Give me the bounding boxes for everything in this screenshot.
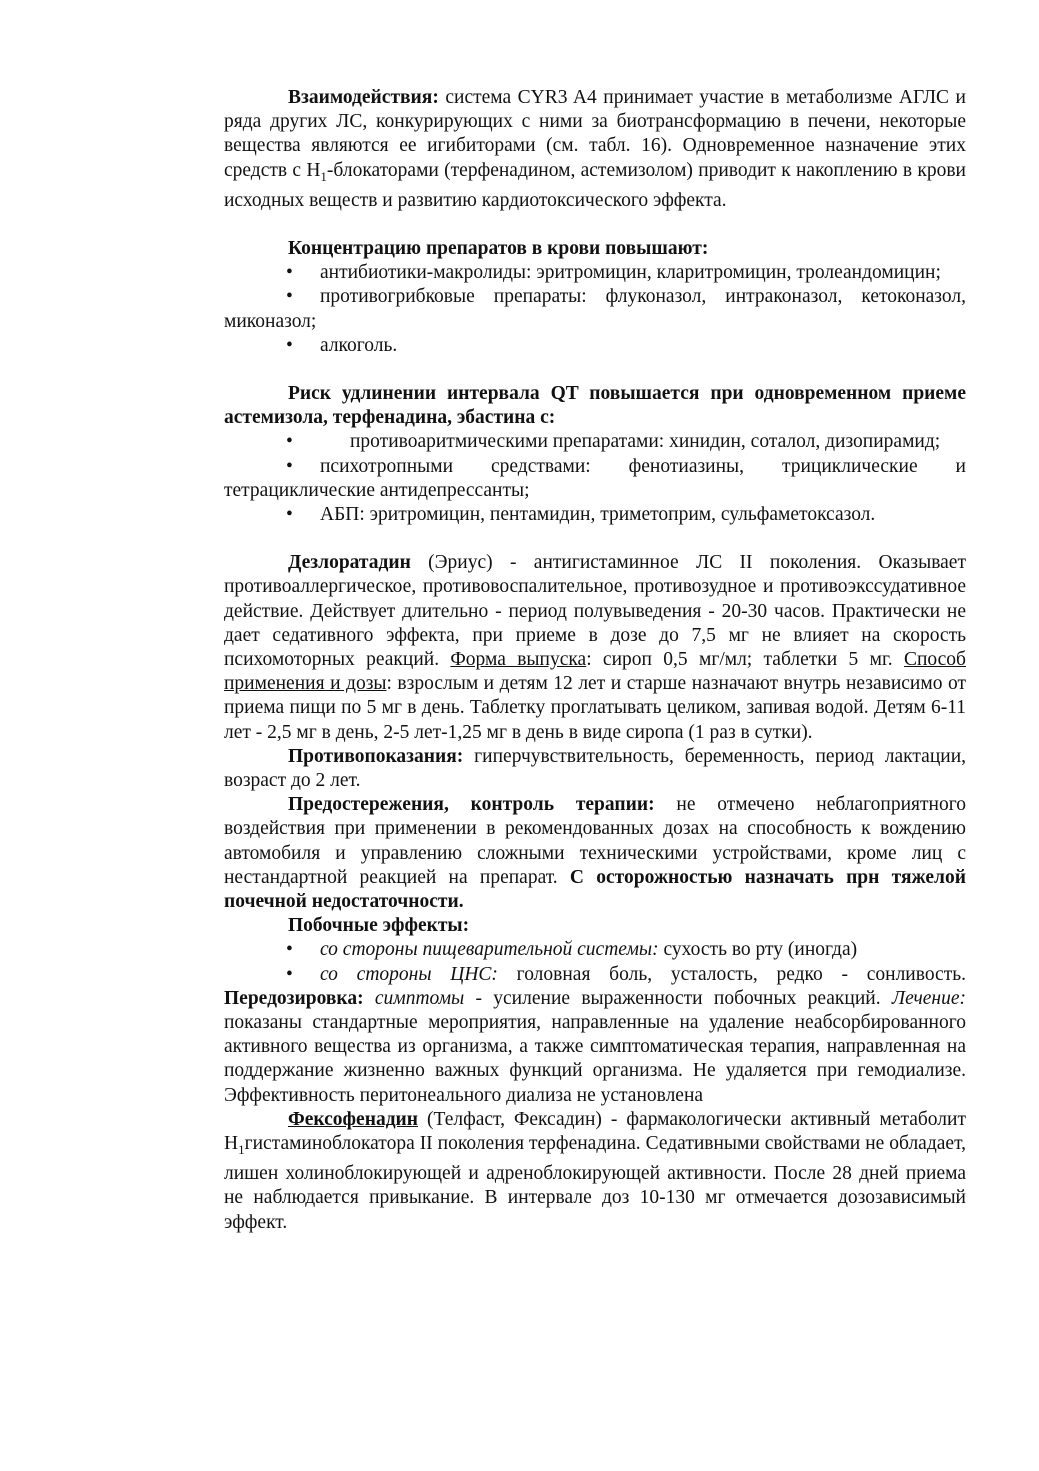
qt-risk-heading: Риск удлинении интервала QT повышается при одновременном приеме астемизола, терфенадина, эбастина с: [224,382,966,429]
list-item: • со стороны ЦНС: головная боль, усталость, редко - сонливость. [286,963,966,985]
contraindications-paragraph: Противопоказания: гиперчувствительность, беременность, период лактации, возраст до 2 лет. [224,745,966,791]
list-item: • противоаритмическими препаратами: хинидин, соталол, дизопирамид; [286,431,941,453]
document-page [224,86,966,1235]
interactions-title: Взаимодействия: [288,87,439,108]
side-effects-heading: Побочные эффекты: [288,915,470,937]
fexofenadine-paragraph: Фексофенадин (Телфаст, Фексадин) - фармакологически активный метаболит $H_1гистаминоблокатора$ II поколения терфенадина. Седативными свойствами не обладает, лишен холиноблокирующей и адреноблокирующей активности. После 28 дней приема не наблюдается привыкание. В интервале доз 10-130 мг отмечается дозозависимый эффект. [224,1108,966,1233]
drug-name: Дезлоратадин [288,552,411,574]
concentration-heading: Концентрацию препаратов в крови повышают: [288,237,709,259]
overdose-paragraph: Передозировка: симптомы - усиление выраженности побочных реакций. Лечение: показаны стандартные мероприятия, направленные на удаление неабсорбированного активного вещества из организма, а также симптоматическая терапия, направленная на поддержание жизненно важных функций организма. Не удаляется при гемодиализе. Эффективность перитонеального диализа не установлена [224,987,967,1106]
list-item: • алкоголь. [286,334,398,356]
list-item: • АБП: эритромицин, пентамидин, триметоприм, сульфаметоксазол. [286,503,876,525]
list-item: • антибиотики-макролиды: эритромицин, кларитромицин, тролеандомицин; [286,262,941,284]
warnings-paragraph: Предостережения, контроль терапии: не отмечено неблагоприятного воздействия при применении в рекомендованных дозах на способность к вождению автомобиля и управлению сложными техническими устройствами, кроме лиц с нестандартной реакцией на препарат. С осторожностью назначать прн тяжелой почечной недостаточности. [224,794,966,912]
desloratadine-paragraph: Дезлоратадин (Эриус) - антигистаминное ЛС II поколения. Оказывает противоаллергическое, противовоспалительное, противозудное и противоэкссудативное действие. Действует длительно - период полувыведения - 20-30 часов. Практически не дает седативного эффекта, при приеме в дозе до 7,5 мг не влияет на скорость психомоторных реакций. Форма выпуска: сироп 0,5 мг/мл; таблетки 5 мг. Способ применения и дозы: взрослым и детям 12 лет и старше назначают внутрь независимо от приема пищи по 5 мг в день. Таблетку проглатывать целиком, запивая водой. Детям 6-11 лет - 2,5 мг в день, 2-5 лет-1,25 мг в день в виде сиропа (1 раз в сутки). [224,552,966,743]
drug-name: Фексофенадин [288,1108,419,1130]
list-item: • со стороны пищеварительной системы: сухость во рту (иногда) [286,939,858,961]
list-item: • противогрибковые препараты: флуконазол, интраконазол, кетоконазол, миконазол; [224,286,966,332]
list-item: • психотропными средствами: фенотиазины, трициклические и тетрациклические антидепрессанты; [224,455,966,501]
interactions-paragraph: Взаимодействия: система CYR3 A4 принимает участие в метаболизме АГЛС и ряда других ЛС, конкурирующих с ними за биотрансформацию в печени, некоторые вещества являются ее игибиторами (см. табл. 16). Одновременное назначение этих средств с $H_1$-блокаторами (терфенадином, астемизолом) приводит к накоплению в крови исходных веществ и развитию кардиотоксического эффекта. [224,87,966,211]
